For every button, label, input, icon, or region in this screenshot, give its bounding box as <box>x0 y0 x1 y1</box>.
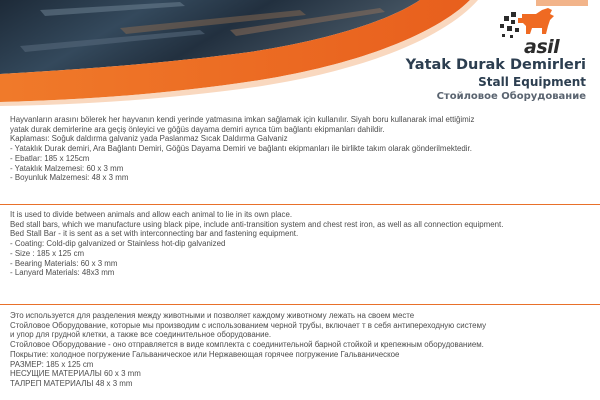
text-line: - Ebatlar: 185 x 125cm <box>10 153 90 163</box>
text-line: Bed Stall Bar - it is sent as a set with interconnecting bar and fastening equipment. <box>10 229 299 239</box>
text-line: - Lanyard Materials: 48x3 mm <box>10 268 115 278</box>
text-line: - Boyunluk Malzemesi: 48 x 3 mm <box>10 173 129 183</box>
text-line: - Yataklık Malzemesi: 60 x 3 mm <box>10 163 124 173</box>
text-line: - Yataklık Durak demiri, Ara Bağlantı Demiri, Göğüs Dayama Demiri ve bağlantı ekipmanları ile birlikte takım olarak gönderilmektedir. <box>10 144 472 154</box>
text-line: РАЗМЕР: 185 x 125 cm <box>10 359 94 369</box>
page-title-russian: Стойловое Оборудование <box>436 91 586 102</box>
title-block <box>406 56 586 104</box>
text-line: Покрытие: холодное погружение Гальваническое или Нержавеющая горячее погружение Гальваническое <box>10 349 400 359</box>
russian-description <box>0 311 600 389</box>
text-line: Стойловое Оборудование, которые мы производим с использованием черной трубы, включает т в себя антипереходную систему <box>10 320 487 330</box>
text-line: It is used to divide between animals and allow each animal to lie in its own place. <box>10 210 293 219</box>
text-line: Hayvanların arasını bölerek her hayvanın kendi yerinde yatmasına imkan sağlamak için kullanılır. Siyah boru kullanarak imal ettiğimiz <box>10 115 475 124</box>
turkish-description <box>0 115 600 183</box>
text-line: НЕСУЩИЕ МАТЕРИАЛЫ 60 x 3 mm <box>10 369 141 379</box>
logo-text: asil <box>524 36 560 58</box>
text-line: Это используется для разделения между животными и позволяет каждому животному лежать на своем месте <box>10 311 415 320</box>
section-divider <box>0 204 600 205</box>
text-line: - Bearing Materials: 60 x 3 mm <box>10 258 118 268</box>
section-divider <box>0 304 600 305</box>
text-line: yatak durak demirlerine ara geçiş önleyici ve göğüs dayama demiri ayrıca tüm bağlantı ekipmanları dahildir. <box>10 124 385 134</box>
text-line: Kaplaması: Soğuk daldırma galvaniz yada Paslanmaz Sıcak Daldırma Galvaniz <box>10 134 288 144</box>
text-line: ТАЛРЕП МАТЕРИАЛЫ 48 x 3 mm <box>10 378 133 388</box>
text-line: и упор для грудной клетки, а также все соединительное оборудование. <box>10 330 272 340</box>
page-title-turkish: Yatak Durak Demirleri <box>405 57 586 73</box>
text-line: - Coating: Cold-dip galvanized or Stainless hot-dip galvanized <box>10 239 226 249</box>
text-line: Стойловое Оборудование - оно отправляется в виде комплекта с соединительной барной стойкой и крепежным оборудованием. <box>10 340 484 350</box>
page-title-english: Stall Equipment <box>478 75 586 89</box>
english-description <box>0 210 600 278</box>
text-line: Bed stall bars, which we manufacture using black pipe, include anti-transition system and chest rest iron, as well as all connection equipment. <box>10 219 504 229</box>
text-line: - Size : 185 x 125 cm <box>10 248 85 258</box>
